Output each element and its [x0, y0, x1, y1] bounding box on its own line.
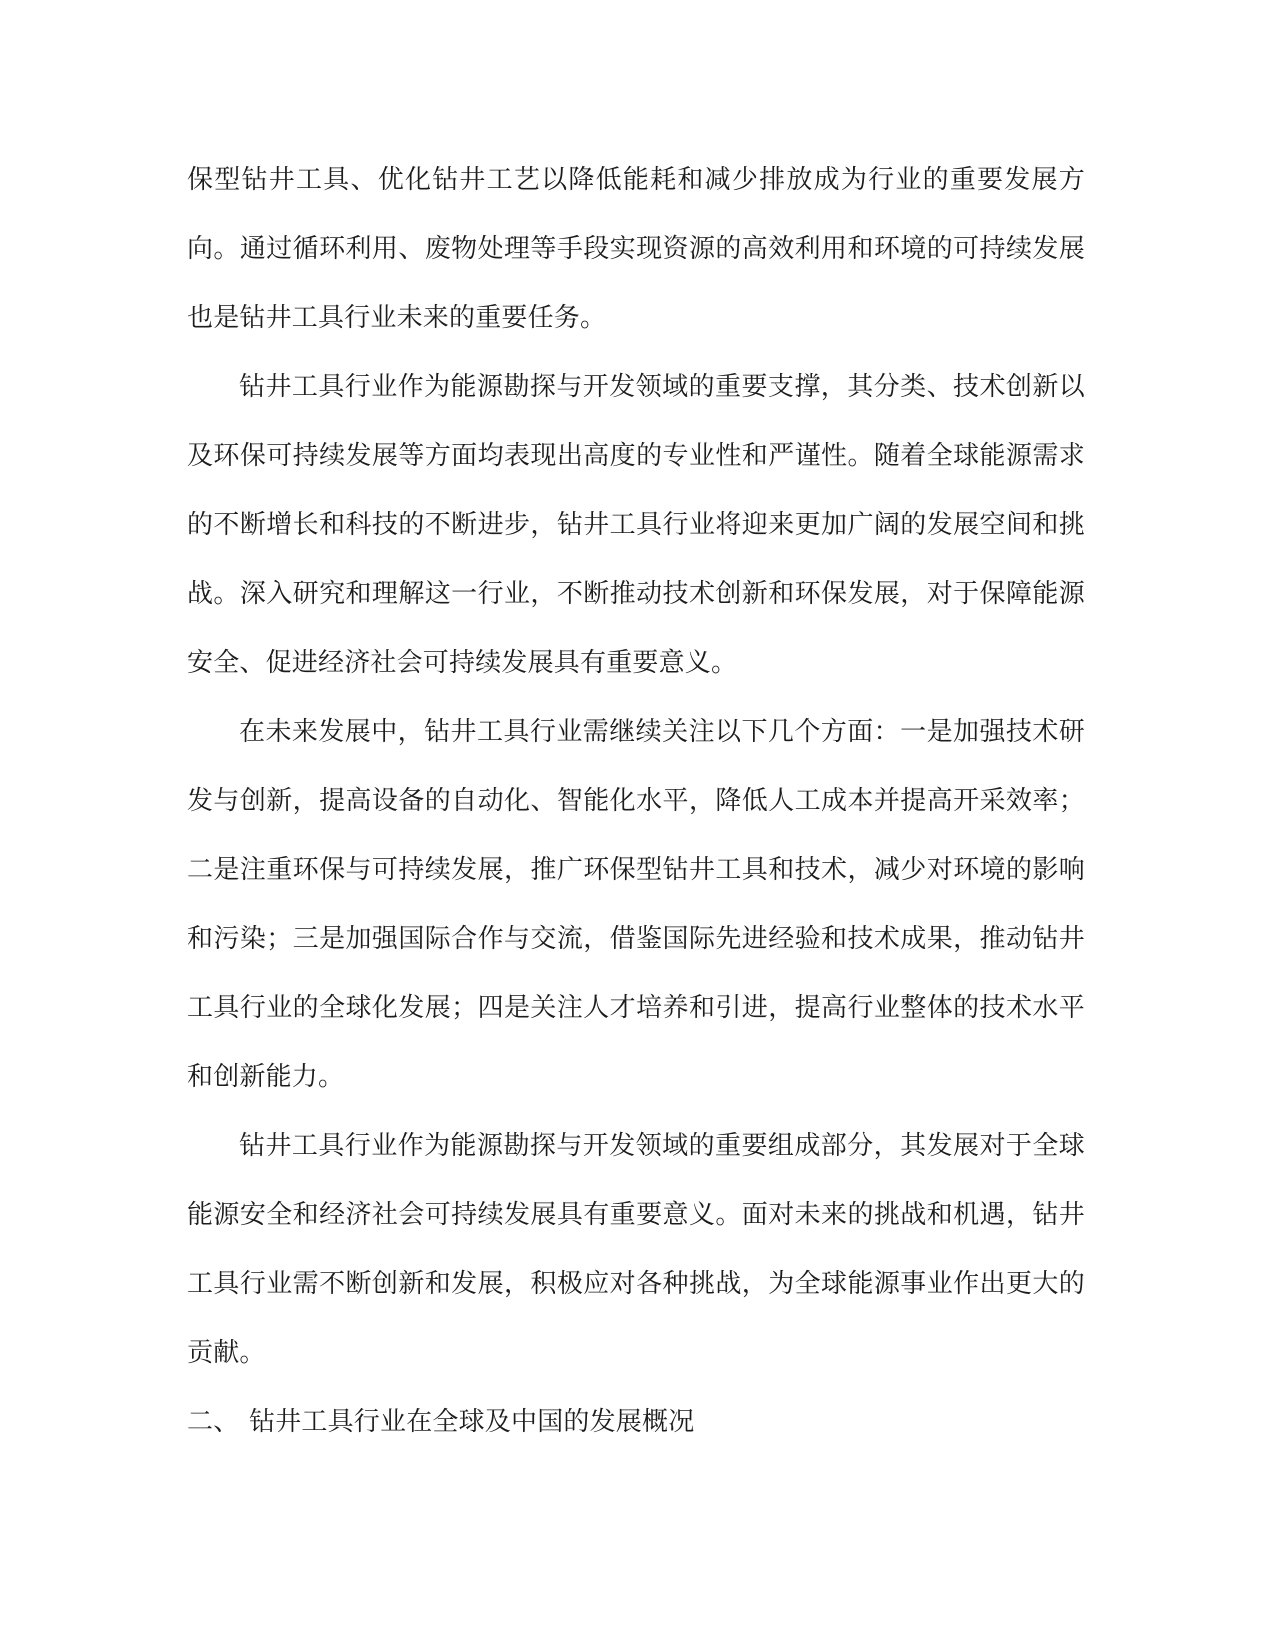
document-body [187, 146, 1085, 1457]
paragraph-conclusion: 钻井工具行业作为能源勘探与开发领域的重要组成部分，其发展对于全球能源安全和经济社会可持续发展具有重要意义。面对未来的挑战和机遇，钻井工具行业需不断创新和发展，积极应对各种挑战，为全球能源事业作出更大的贡献。 [187, 1131, 1085, 1368]
section-heading [187, 1388, 1085, 1457]
paragraph-future-directions: 在未来发展中，钻井工具行业需继续关注以下几个方面：一是加强技术研发与创新，提高设备的自动化、智能化水平，降低人工成本并提高开采效率；二是注重环保与可持续发展，推广环保型钻井工具和技术，减少对环境的影响和污染；三是加强国际合作与交流，借鉴国际先进经验和技术成果，推动钻井工具行业的全球化发展；四是关注人才培养和引进，提高行业整体的技术水平和创新能力。 [187, 717, 1085, 1092]
section-number: 二、 [187, 1407, 240, 1437]
paragraph-continuation: 保型钻井工具、优化钻井工艺以降低能耗和减少排放成为行业的重要发展方向。通过循环利用、废物处理等手段实现资源的高效利用和环境的可持续发展也是钻井工具行业未来的重要任务。 [187, 165, 1085, 333]
section-title: 钻井工具行业在全球及中国的发展概况 [249, 1407, 695, 1437]
paragraph-industry-overview: 钻井工具行业作为能源勘探与开发领域的重要支撑，其分类、技术创新以及环保可持续发展等方面均表现出高度的专业性和严谨性。随着全球能源需求的不断增长和科技的不断进步，钻井工具行业将迎来更加广阔的发展空间和挑战。深入研究和理解这一行业，不断推动技术创新和环保发展，对于保障能源安全、促进经济社会可持续发展具有重要意义。 [187, 372, 1085, 678]
